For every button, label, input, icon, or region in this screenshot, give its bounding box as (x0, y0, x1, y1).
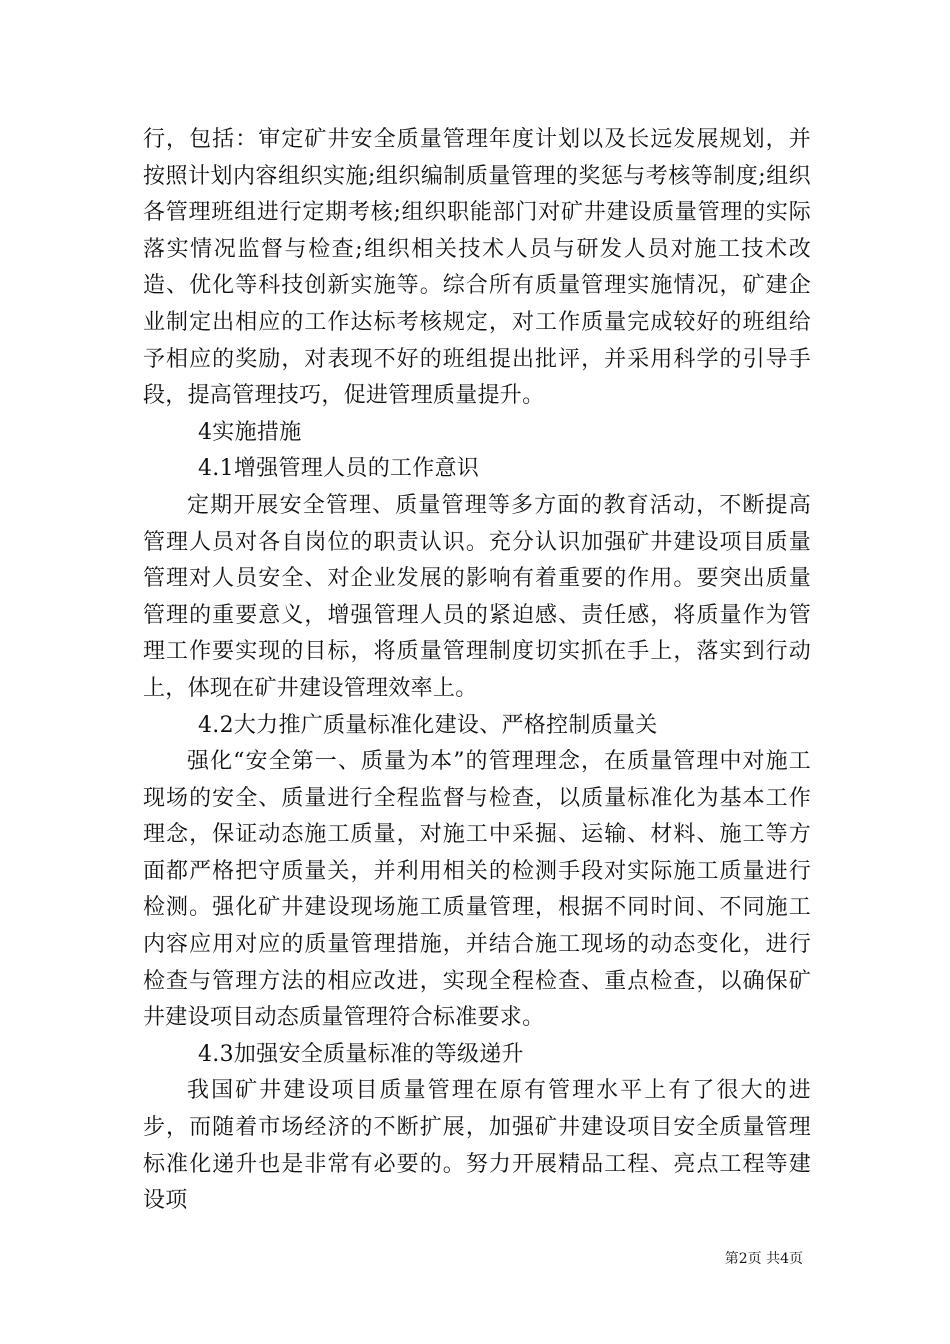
footer-prefix: 第 (724, 1251, 739, 1267)
subsection-heading-4-3: 4.3加强安全质量标准的等级递升 (198, 1041, 524, 1067)
footer-middle: 页 共 (747, 1251, 781, 1267)
page-number-footer (725, 1250, 803, 1268)
paragraph-4-2: 强化“安全第一、质量为本”的管理理念，在质量管理中对施工现场的安全、质量进行全程监督与检查，以质量标准化为基本工作理念，保证动态施工质量，对施工中采掘、运输、材料、施工等方面都严格把守质量关，并利用相关的检测手段对实际施工质量进行检测。强化矿井建设现场施工质量管理，根据不同时间、不同施工内容应用对应的质量管理措施，并结合施工现场的动态变化，进行检查与管理方法的相应改进，实现全程检查、重点检查，以确保矿井建设项目动态质量管理符合标准要求。 (143, 749, 811, 1031)
paragraph-continued-duties: 行，包括：审定矿井安全质量管理年度计划以及长远发展规划，并按照计划内容组织实施;组织编制质量管理的奖惩与考核等制度;组织各管理班组进行定期考核;组织职能部门对矿井建设质量管理的实际落实情况监督与检查;组织相关技术人员与研发人员对施工技术改造、优化等科技创新实施等。综合所有质量管理实施情况，矿建企业制定出相应的工作达标考核规定，对工作质量完成较好的班组给予相应的奖励，对表现不好的班组提出批评，并采用科学的引导手段，提高管理技巧，促进管理质量提升。 (143, 127, 811, 409)
footer-total-pages: 4 (780, 1251, 789, 1267)
footer-current-page: 2 (738, 1251, 748, 1267)
subsection-heading-4-1: 4.1增强管理人员的工作意识 (198, 456, 480, 482)
paragraph-4-1: 定期开展安全管理、质量管理等多方面的教育活动，不断提高管理人员对各自岗位的职责认识。充分认识加强矿井建设项目质量管理对人员安全、对企业发展的影响有着重要的作用。要突出质量管理的重要意义，增强管理人员的紧迫感、责任感，将质量作为管理工作要实现的目标，将质量管理制度切实抓在手上，落实到行动上，体现在矿井建设管理效率上。 (143, 492, 811, 701)
paragraph-4-3: 我国矿井建设项目质量管理在原有管理水平上有了很大的进步，而随着市场经济的不断扩展，加强矿井建设项目安全质量管理标准化递升也是非常有必要的。努力开展精品工程、亮点工程等建设项 (143, 1078, 811, 1214)
document-body (143, 122, 811, 1220)
footer-suffix: 页 (789, 1251, 803, 1267)
section-heading-4: 4实施措施 (198, 419, 302, 445)
subsection-heading-4-2: 4.2大力推广质量标准化建设、严格控制质量关 (198, 712, 658, 738)
